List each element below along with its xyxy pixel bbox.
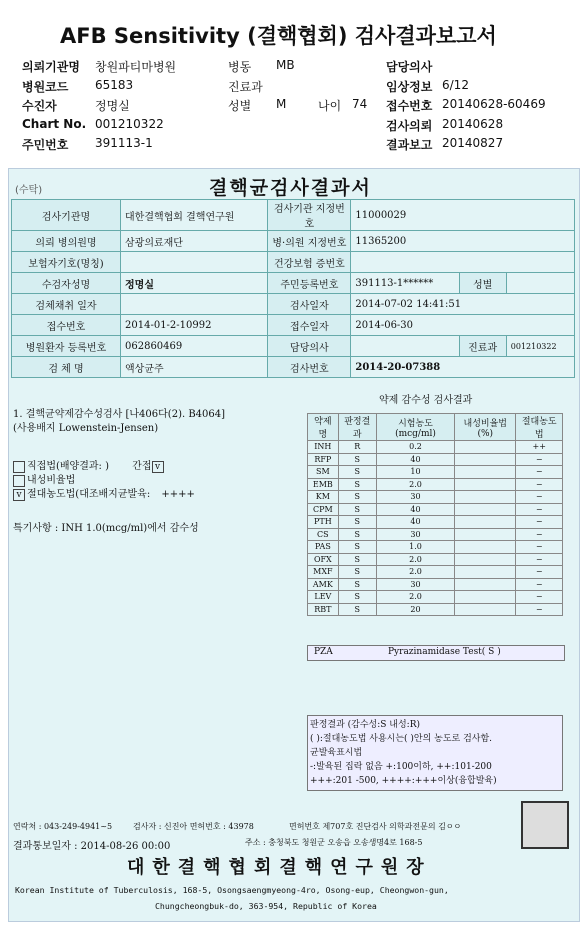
dept-label: 진료과	[228, 80, 263, 94]
legend-line: -:발육된 집락 없음 +:100이하, ++:101-200	[310, 762, 492, 772]
recv-no-value: 2014-01-2-10992	[121, 315, 268, 336]
drug-cell: S	[338, 603, 376, 616]
drug-cell: S	[338, 478, 376, 491]
legend-line: ( ):절대농도법 사용시는( )안의 농도로 검사함.	[310, 734, 493, 744]
spec-value: 액상균주	[121, 357, 268, 378]
drug-cell	[455, 553, 516, 566]
drug-table-header: 판정결과	[338, 414, 376, 441]
drug-row	[308, 541, 563, 554]
header-field-value: 391113-1	[95, 136, 153, 150]
header-info-value: 20140827	[442, 136, 504, 150]
drug-row	[308, 591, 563, 604]
drug-cell	[455, 478, 516, 491]
drug-row	[308, 516, 563, 529]
indirect-label: 간접	[132, 461, 152, 472]
drug-cell	[455, 441, 516, 454]
drug-cell: CS	[308, 528, 339, 541]
health-value	[351, 252, 575, 273]
drug-cell: 1.0	[376, 541, 454, 554]
drug-table-header: 시험농도(mcg/ml)	[376, 414, 454, 441]
pza-label: PZA	[314, 647, 333, 657]
inst-value: 대한결핵협회 결핵연구원	[121, 200, 268, 231]
inst-code-label: 검사기관 지정번호	[268, 200, 351, 231]
drug-cell	[455, 591, 516, 604]
header-info-label: 검사의뢰	[386, 118, 433, 133]
drug-cell: RBT	[308, 603, 339, 616]
drug-cell: OFX	[308, 553, 339, 566]
drug-cell: 30	[376, 528, 454, 541]
header-field-value: 001210322	[95, 116, 164, 131]
spec-label: 검 체 명	[12, 357, 121, 378]
drug-row	[308, 453, 563, 466]
drug-row	[308, 466, 563, 479]
absolute-label: 절대농도법(대조배지균발육:	[27, 489, 151, 500]
test-date-value: 2014-07-02 14:41:51	[351, 294, 575, 315]
req-label: 의뢰 병의원명	[12, 231, 121, 252]
absolute-method	[13, 485, 195, 501]
drug-row	[308, 478, 563, 491]
drug-cell: KM	[308, 491, 339, 504]
result-form	[8, 168, 580, 922]
drug-cell: S	[338, 503, 376, 516]
drug-cell: 2.0	[376, 478, 454, 491]
hosp-no-value: 062860469	[121, 336, 268, 357]
drug-row	[308, 603, 563, 616]
drug-cell: R	[338, 441, 376, 454]
header-field-value: 정명실	[95, 99, 130, 113]
direct-label: 직접법(배양결과: )	[27, 461, 109, 472]
drug-cell: S	[338, 578, 376, 591]
drug-table-header: 약제명	[308, 414, 339, 441]
age-value: 74	[352, 97, 368, 111]
header-field-value: 창원파티마병원	[95, 60, 177, 74]
ins-label: 보험자기호(명칭)	[12, 252, 121, 273]
rrn-value: 391113-1******	[351, 273, 459, 294]
drug-table-header: 절대농도법	[516, 414, 563, 441]
pza-row	[307, 645, 565, 661]
drug-cell	[455, 528, 516, 541]
drug-cell: −	[516, 591, 563, 604]
drug-cell	[455, 491, 516, 504]
ward-value: MB	[276, 58, 295, 72]
pza-value: Pyrazinamidase Test( S )	[388, 647, 501, 657]
recv-date-label: 접수일자	[268, 315, 351, 336]
legend-line: +++:201 -500, ++++:+++이상(융합발육)	[310, 776, 497, 786]
drug-row	[308, 491, 563, 504]
drug-cell: EMB	[308, 478, 339, 491]
header-info-value: 6/12	[442, 77, 469, 92]
sex-value: M	[276, 97, 287, 111]
drug-cell: S	[338, 591, 376, 604]
test-no-label: 검사번호	[268, 357, 351, 378]
en-address-1: Korean Institute of Tuberculosis, 168-5, Osongsaengmyeong-4ro, Osong-eup, Cheongwon-gun,	[15, 885, 449, 895]
drug-cell: S	[338, 553, 376, 566]
drug-cell: S	[338, 566, 376, 579]
drug-cell: SM	[308, 466, 339, 479]
drug-cell	[455, 466, 516, 479]
sex-form-label: 성별	[459, 273, 506, 294]
drug-cell: 2.0	[376, 566, 454, 579]
collect-value	[121, 294, 268, 315]
drug-cell: ++	[516, 441, 563, 454]
drug-row	[308, 578, 563, 591]
drug-cell	[455, 566, 516, 579]
drug-cell: S	[338, 453, 376, 466]
drug-cell: S	[338, 516, 376, 529]
header-field-label: 의뢰기관명	[22, 60, 80, 74]
examiner: 검사자 : 신진아 면허번호 : 43978	[133, 822, 254, 831]
result-title: 약제 감수성 검사결과	[379, 395, 473, 406]
seal-stamp	[521, 801, 569, 849]
header-field-label: Chart No.	[22, 116, 87, 131]
doctor-label: 담당의사	[268, 336, 351, 357]
method-line1: 1. 결핵균약제감수성검사 [나406다(2). B4064]	[13, 409, 226, 420]
drug-cell	[455, 453, 516, 466]
header-info-label: 담당의사	[386, 60, 433, 74]
drug-cell: −	[516, 491, 563, 504]
drug-cell: S	[338, 541, 376, 554]
dept-form-label: 진료과	[459, 336, 506, 357]
drug-row	[308, 566, 563, 579]
drug-cell: 10	[376, 466, 454, 479]
indirect-checkbox[interactable]: v	[152, 461, 164, 473]
test-no-value: 2014-20-07388	[351, 357, 575, 378]
header-info-label: 결과보고	[386, 138, 433, 152]
hosp-no-label: 병원환자 등록번호	[12, 336, 121, 357]
dept-form-value: 001210322	[506, 336, 574, 357]
recv-date-value: 2014-06-30	[351, 315, 575, 336]
drug-row	[308, 503, 563, 516]
doctor-value	[351, 336, 459, 357]
drug-cell: MXF	[308, 566, 339, 579]
header-info-label: 접수번호	[386, 99, 433, 113]
header-field-value: 65183	[95, 77, 134, 92]
contact: 연락처 : 043-249-4941~5	[13, 822, 113, 831]
legend-line: 판정결과 (감수성:S 내성:R)	[310, 720, 420, 730]
notice-date: 결과통보일자 : 2014-08-26 00:00	[13, 841, 171, 852]
drug-row	[308, 441, 563, 454]
drug-cell: −	[516, 466, 563, 479]
header-field-label: 수진자	[22, 99, 57, 113]
method-line2: (사용배지 Lowenstein-Jensen)	[13, 423, 159, 434]
drug-cell: −	[516, 566, 563, 579]
drug-cell: 2.0	[376, 553, 454, 566]
drug-cell: INH	[308, 441, 339, 454]
institute-name: 대한결핵협회결핵연구원장	[127, 857, 432, 878]
req-value: 삼광의료재단	[121, 231, 268, 252]
drug-cell: 30	[376, 578, 454, 591]
header-field-label: 주민번호	[22, 138, 69, 152]
drug-row	[308, 528, 563, 541]
drug-cell: PTH	[308, 516, 339, 529]
drug-cell: AMK	[308, 578, 339, 591]
name-value: 정명실	[121, 273, 268, 294]
ratio-label: 내성비율법	[27, 475, 76, 486]
rrn-label: 주민등록번호	[268, 273, 351, 294]
address: 주소 : 충청북도 청원군 오송읍 오송생명4로 168-5	[245, 838, 423, 847]
name-label: 수검자성명	[12, 273, 121, 294]
drug-cell: PAS	[308, 541, 339, 554]
req-code-value: 11365200	[351, 231, 575, 252]
drug-cell: S	[338, 491, 376, 504]
drug-cell: 2.0	[376, 591, 454, 604]
header-field-label: 병원코드	[22, 79, 69, 94]
drug-row	[308, 553, 563, 566]
drug-cell: 40	[376, 503, 454, 516]
health-label: 건강보험 증번호	[268, 252, 351, 273]
drug-cell: −	[516, 541, 563, 554]
drug-cell	[455, 503, 516, 516]
ward-label: 병동	[228, 60, 252, 74]
en-address-2: Chungcheongbuk-do, 363-954, Republic of Korea	[155, 901, 377, 911]
drug-cell: 40	[376, 516, 454, 529]
drug-table-header: 내성비율법(%)	[455, 414, 516, 441]
form-title: 결핵균검사결과서	[209, 177, 372, 199]
drug-cell: S	[338, 528, 376, 541]
drug-cell	[455, 578, 516, 591]
inst-label: 검사기관명	[12, 200, 121, 231]
drug-cell	[455, 603, 516, 616]
age-label: 나이	[318, 99, 342, 113]
drug-cell	[455, 516, 516, 529]
drug-cell	[455, 541, 516, 554]
license: 면허번호 제707호 진단검사 의학과전문의 김ㅇㅇ	[289, 822, 462, 831]
drug-cell: 20	[376, 603, 454, 616]
drug-cell: CPM	[308, 503, 339, 516]
req-code-label: 병·의원 지정번호	[268, 231, 351, 252]
special-note: 특기사항 : INH 1.0(mcg/ml)에서 감수성	[13, 523, 199, 534]
drug-cell: LEV	[308, 591, 339, 604]
info-table	[11, 199, 575, 378]
absolute-checkbox[interactable]: v	[13, 489, 25, 501]
drug-table	[307, 413, 563, 616]
test-date-label: 검사일자	[268, 294, 351, 315]
drug-cell: S	[338, 466, 376, 479]
absolute-value: ++++	[161, 489, 195, 500]
sutak-label: (수탁)	[15, 185, 43, 196]
legend-box	[307, 715, 563, 791]
header-info-label: 임상정보	[386, 79, 433, 94]
drug-cell: −	[516, 578, 563, 591]
ins-value	[121, 252, 268, 273]
drug-cell: 0.2	[376, 441, 454, 454]
drug-cell: RFP	[308, 453, 339, 466]
inst-code-value: 11000029	[351, 200, 575, 231]
sex-form-value	[506, 273, 574, 294]
drug-cell: −	[516, 453, 563, 466]
drug-cell: −	[516, 528, 563, 541]
sex-label: 성별	[228, 99, 252, 113]
drug-cell: −	[516, 516, 563, 529]
drug-cell: −	[516, 478, 563, 491]
drug-cell: −	[516, 553, 563, 566]
collect-label: 검체채취 일자	[12, 294, 121, 315]
header-info-value: 20140628-60469	[442, 97, 546, 111]
legend-line: 균발육표시법	[310, 748, 363, 758]
drug-cell: 40	[376, 453, 454, 466]
report-title: AFB Sensitivity (결핵협회) 검사결과보고서	[60, 24, 497, 48]
drug-cell: 30	[376, 491, 454, 504]
header-info-value: 20140628	[442, 116, 504, 131]
drug-cell: −	[516, 503, 563, 516]
recv-no-label: 접수번호	[12, 315, 121, 336]
drug-cell: −	[516, 603, 563, 616]
